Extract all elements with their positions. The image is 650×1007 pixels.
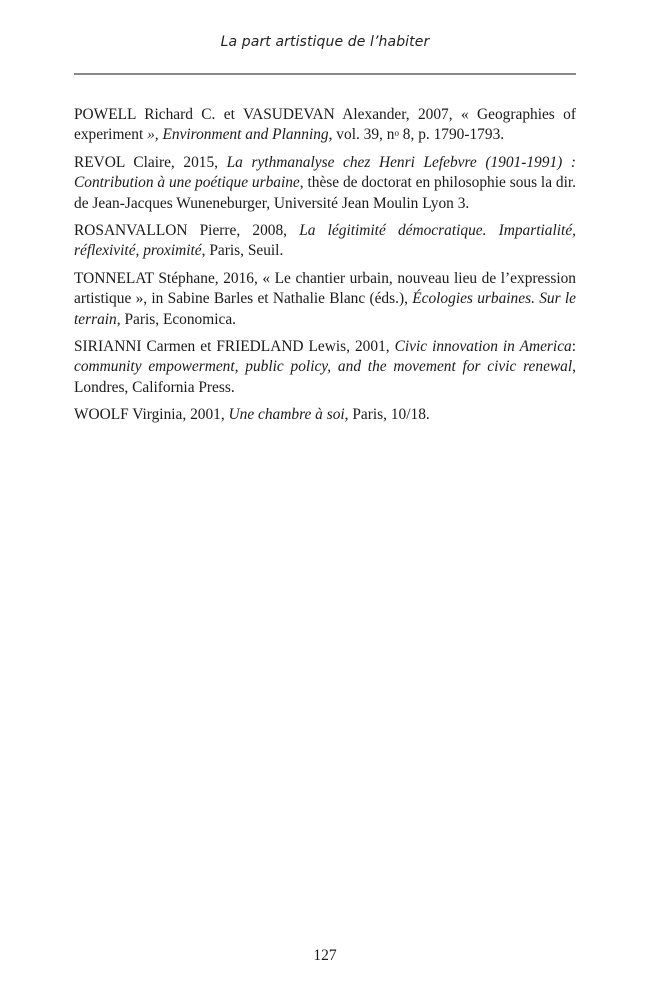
reference-rosanvallon <box>74 221 576 262</box>
reference-sirianni <box>74 337 576 398</box>
bibliography-list <box>74 105 576 433</box>
reference-powell <box>74 105 576 146</box>
reference-work-title: La rythmanalyse chez Henri Lefebvre (1901-1991) : Contribution à une poétique urbaine <box>74 153 576 192</box>
reference-text: , Paris, 10/18. <box>344 406 430 424</box>
reference-text: TONNELAT Stéphane, 2016, « Le chantier urbain, nouveau lieu de l’expression artistique », in Sabine Barles et Nathalie Blanc (éds.), <box>74 269 576 308</box>
header-rule <box>74 73 576 75</box>
reference-work-title: La légitimité démocratique. Impartialité, réflexivité, proximité <box>74 222 576 260</box>
reference-revol <box>74 153 576 214</box>
reference-text: WOOLF Virginia, 2001, <box>74 406 229 424</box>
ordinal-superscript: o <box>394 128 399 139</box>
reference-work-title: Écologies urbaines. Sur le terrain <box>74 290 576 328</box>
reference-work-subtitle: community empowerment, public policy, and the movement for civic renewal <box>74 358 573 376</box>
reference-tonnelat <box>74 269 576 330</box>
reference-journal-title: », Environment and Planning <box>147 126 329 144</box>
reference-work-title: Une chambre à soi <box>228 406 345 424</box>
reference-text: : <box>571 338 576 356</box>
reference-text: SIRIANNI Carmen et FRIEDLAND Lewis, 2001, <box>74 338 395 356</box>
reference-text: , Londres, California Press. <box>74 358 576 396</box>
reference-woolf <box>74 405 576 425</box>
reference-text: 8, p. 1790-1793. <box>398 126 505 144</box>
reference-work-title: Civic innovation in America <box>394 338 572 356</box>
reference-text: , thèse de doctorat en philosophie sous la dir. de Jean-Jacques Wuneneburger, Université Jean Moulin Lyon 3. <box>74 174 576 212</box>
reference-text: REVOL Claire, 2015, <box>74 153 227 171</box>
reference-text: , vol. 39, n <box>328 126 395 144</box>
page-number: 127 <box>313 947 337 964</box>
reference-text: ROSANVALLON Pierre, 2008, <box>74 222 300 240</box>
reference-text: , Paris, Seuil. <box>201 242 284 260</box>
running-header: La part artistique de l’habiter <box>220 34 430 50</box>
reference-text: POWELL Richard C. et VASUDEVAN Alexander, 2007, « Geographies of experiment <box>74 106 576 144</box>
reference-text: , Paris, Economica. <box>116 310 237 328</box>
